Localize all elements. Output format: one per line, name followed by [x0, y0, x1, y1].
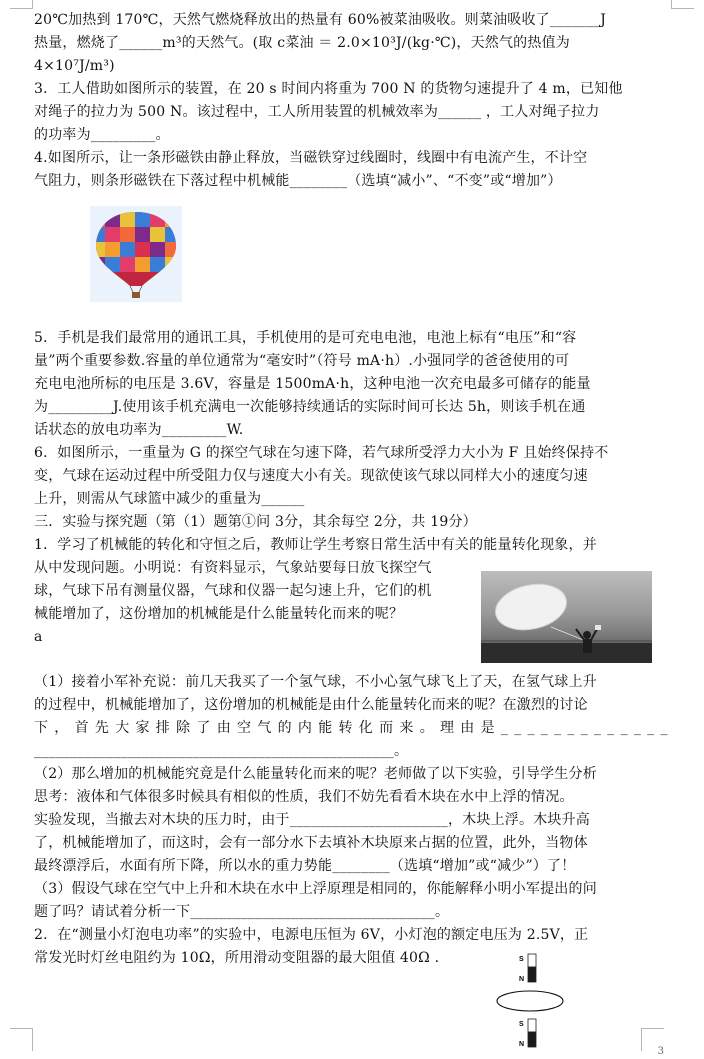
- q6-text-line: 上升，则需从气球篮中减少的重量为______: [34, 491, 305, 507]
- exp1-text-line: 的过程中，机械能增加了，这份增加的机械能是由什么能量转化而来的呢？在激烈的讨论: [34, 697, 588, 713]
- exp2-text-line: 2．在“测量小灯泡电功率”的实验中，电源电压恒为 6V，小灯泡的额定电压为 2.5V，正: [34, 927, 589, 943]
- exp1-text-line: （1）接着小军补充说：前几天我买了一个氢气球，不小心氢气球飞上了天，在氢气球上升: [34, 674, 597, 690]
- page-corner-mark: [10, 1028, 33, 1051]
- hot-air-balloon-image: [90, 206, 182, 302]
- magnet-bottom-s-pole: [528, 1019, 536, 1032]
- q5-text-line: 5．手机是我们最常用的通讯工具，手机使用的是可充电电池，电池上标有“电压”和“容: [34, 330, 577, 346]
- q2-text-line: 4×10⁷J/m³): [34, 58, 115, 74]
- magnet-bottom-n-label: N: [519, 1041, 525, 1048]
- q4-text-line: 4.如图所示，让一条形磁铁由静止释放，当磁铁穿过线圈时，线圈中有电流产生，不计空: [34, 150, 588, 166]
- magnet-top-s-pole: [528, 954, 536, 967]
- exp1-text-line: a: [34, 629, 43, 645]
- exp1-text-line: 从中发现问题。小明说：有资料显示，气象站要每日放飞探空气: [34, 560, 432, 576]
- exp1-text-line: 1．学习了机械能的转化和守恒之后，教师让学生考察日常生活中有关的能量转化现象，并: [34, 537, 597, 553]
- exp1-text-line: （2）那么增加的机械能究竟是什么能量转化而来的呢？老师做了以下实验，引导学生分析: [34, 766, 597, 782]
- q3-text-line: 的功率为_________。: [34, 127, 170, 143]
- q3-text-line: 对绳子的拉力为 500 N。该过程中，工人所用装置的机械效率为______ ，工人对绳子拉力: [34, 104, 600, 120]
- section-heading: 三．实验与探究题（第（1）题第①问 3分，其余每空 2分，共 19分）: [34, 514, 477, 530]
- q5-text-line: 为_________J.使用该手机充满电一次能够持续通话的实际时间可长达 5h，则该手机在通: [34, 399, 586, 415]
- exp2-text-line: 常发光时灯丝电阻约为 10Ω，所用滑动变阻器的最大阻值 40Ω .: [34, 950, 440, 966]
- weather-balloon-photo: [481, 571, 652, 663]
- exp1-text-line: 球，气球下吊有测量仪器，气球和仪器一起匀速上升，它们的机: [34, 583, 432, 599]
- exp1-text-line: 了，机械能增加了，而这时，会有一部分水下去填补木块原来占据的位置，此外，当物体: [34, 835, 588, 851]
- exp1-text-line: 实验发现，当撤去对木块的压力时，由于______________________，木块上浮。木块升高: [34, 812, 590, 828]
- coil-ring: [497, 991, 563, 1011]
- magnet-top-s-label: S: [519, 956, 524, 963]
- magnet-bottom-s-label: S: [519, 1021, 524, 1028]
- exp1-text-line: 下，首先大家排除了由空气的内能转化而来。理由是_____________: [34, 720, 674, 736]
- page-corner-mark: [10, 0, 33, 9]
- magnet-coil-figure: [492, 948, 568, 1054]
- q3-text-line: 3．工人借助如图所示的装置，在 20 s 时间内将重为 700 N 的货物匀速提升了 4 m，已知他: [34, 81, 623, 97]
- exp1-text-line: 思考：液体和气体很多时候具有相似的性质，我们不妨先看看木块在水中上浮的情况。: [34, 789, 574, 805]
- q6-text-line: 变，气球在运动过程中所受阻力仅与速度大小有关。现欲使该气球以同样大小的速度匀速: [34, 468, 588, 484]
- q5-text-line: 充电电池所标的电压是 3.6V，容量是 1500mA·h，这种电池一次充电最多可储存的能量: [34, 376, 591, 392]
- page-corner-mark: [671, 0, 694, 9]
- exp1-text-line: 械能增加了，这份增加的机械能是什么能量转化而来的呢？: [34, 606, 404, 622]
- exp1-text-line: 题了吗？请试着分析一下__________________________________。: [34, 904, 450, 920]
- magnet-top-n-pole: [528, 967, 536, 982]
- q6-text-line: 6．如图所示，一重量为 G 的探空气球在匀速下降，若气球所受浮力大小为 F 且始终保持不: [34, 445, 609, 461]
- exp1-answer-blank: __________________________________________________。: [34, 743, 409, 759]
- page-number: 3: [657, 1046, 664, 1057]
- q5-text-line: 话状态的放电功率为_________W.: [34, 422, 244, 438]
- exp1-text-line: （3）假设气球在空气中上升和木块在水中上浮原理是相同的，你能解释小明小军提出的问: [34, 881, 597, 897]
- q5-text-line: 量”两个重要参数.容量的单位通常为“毫安时”（符号 mA·h）.小强同学的爸爸使用的可: [34, 353, 570, 369]
- q2-text-line: 20℃加热到 170℃，天然气燃烧释放出的热量有 60%被菜油吸收。则菜油吸收了_______J: [34, 12, 607, 28]
- q2-text-line: 热量，燃烧了______m³的天然气。(取 c菜油 ＝ 2.0×10³J/(kg·℃)，天然气的热值为: [34, 35, 570, 51]
- q4-text-line: 气阻力，则条形磁铁在下落过程中机械能________（选填“减小”、“不变”或“增加”）: [34, 173, 562, 189]
- exp1-text-line: 最终漂浮后，水面有所下降，所以水的重力势能________（选填“增加”或“减少”）了！: [34, 858, 576, 874]
- magnet-top-n-label: N: [519, 976, 525, 983]
- magnet-bottom-n-pole: [528, 1032, 536, 1047]
